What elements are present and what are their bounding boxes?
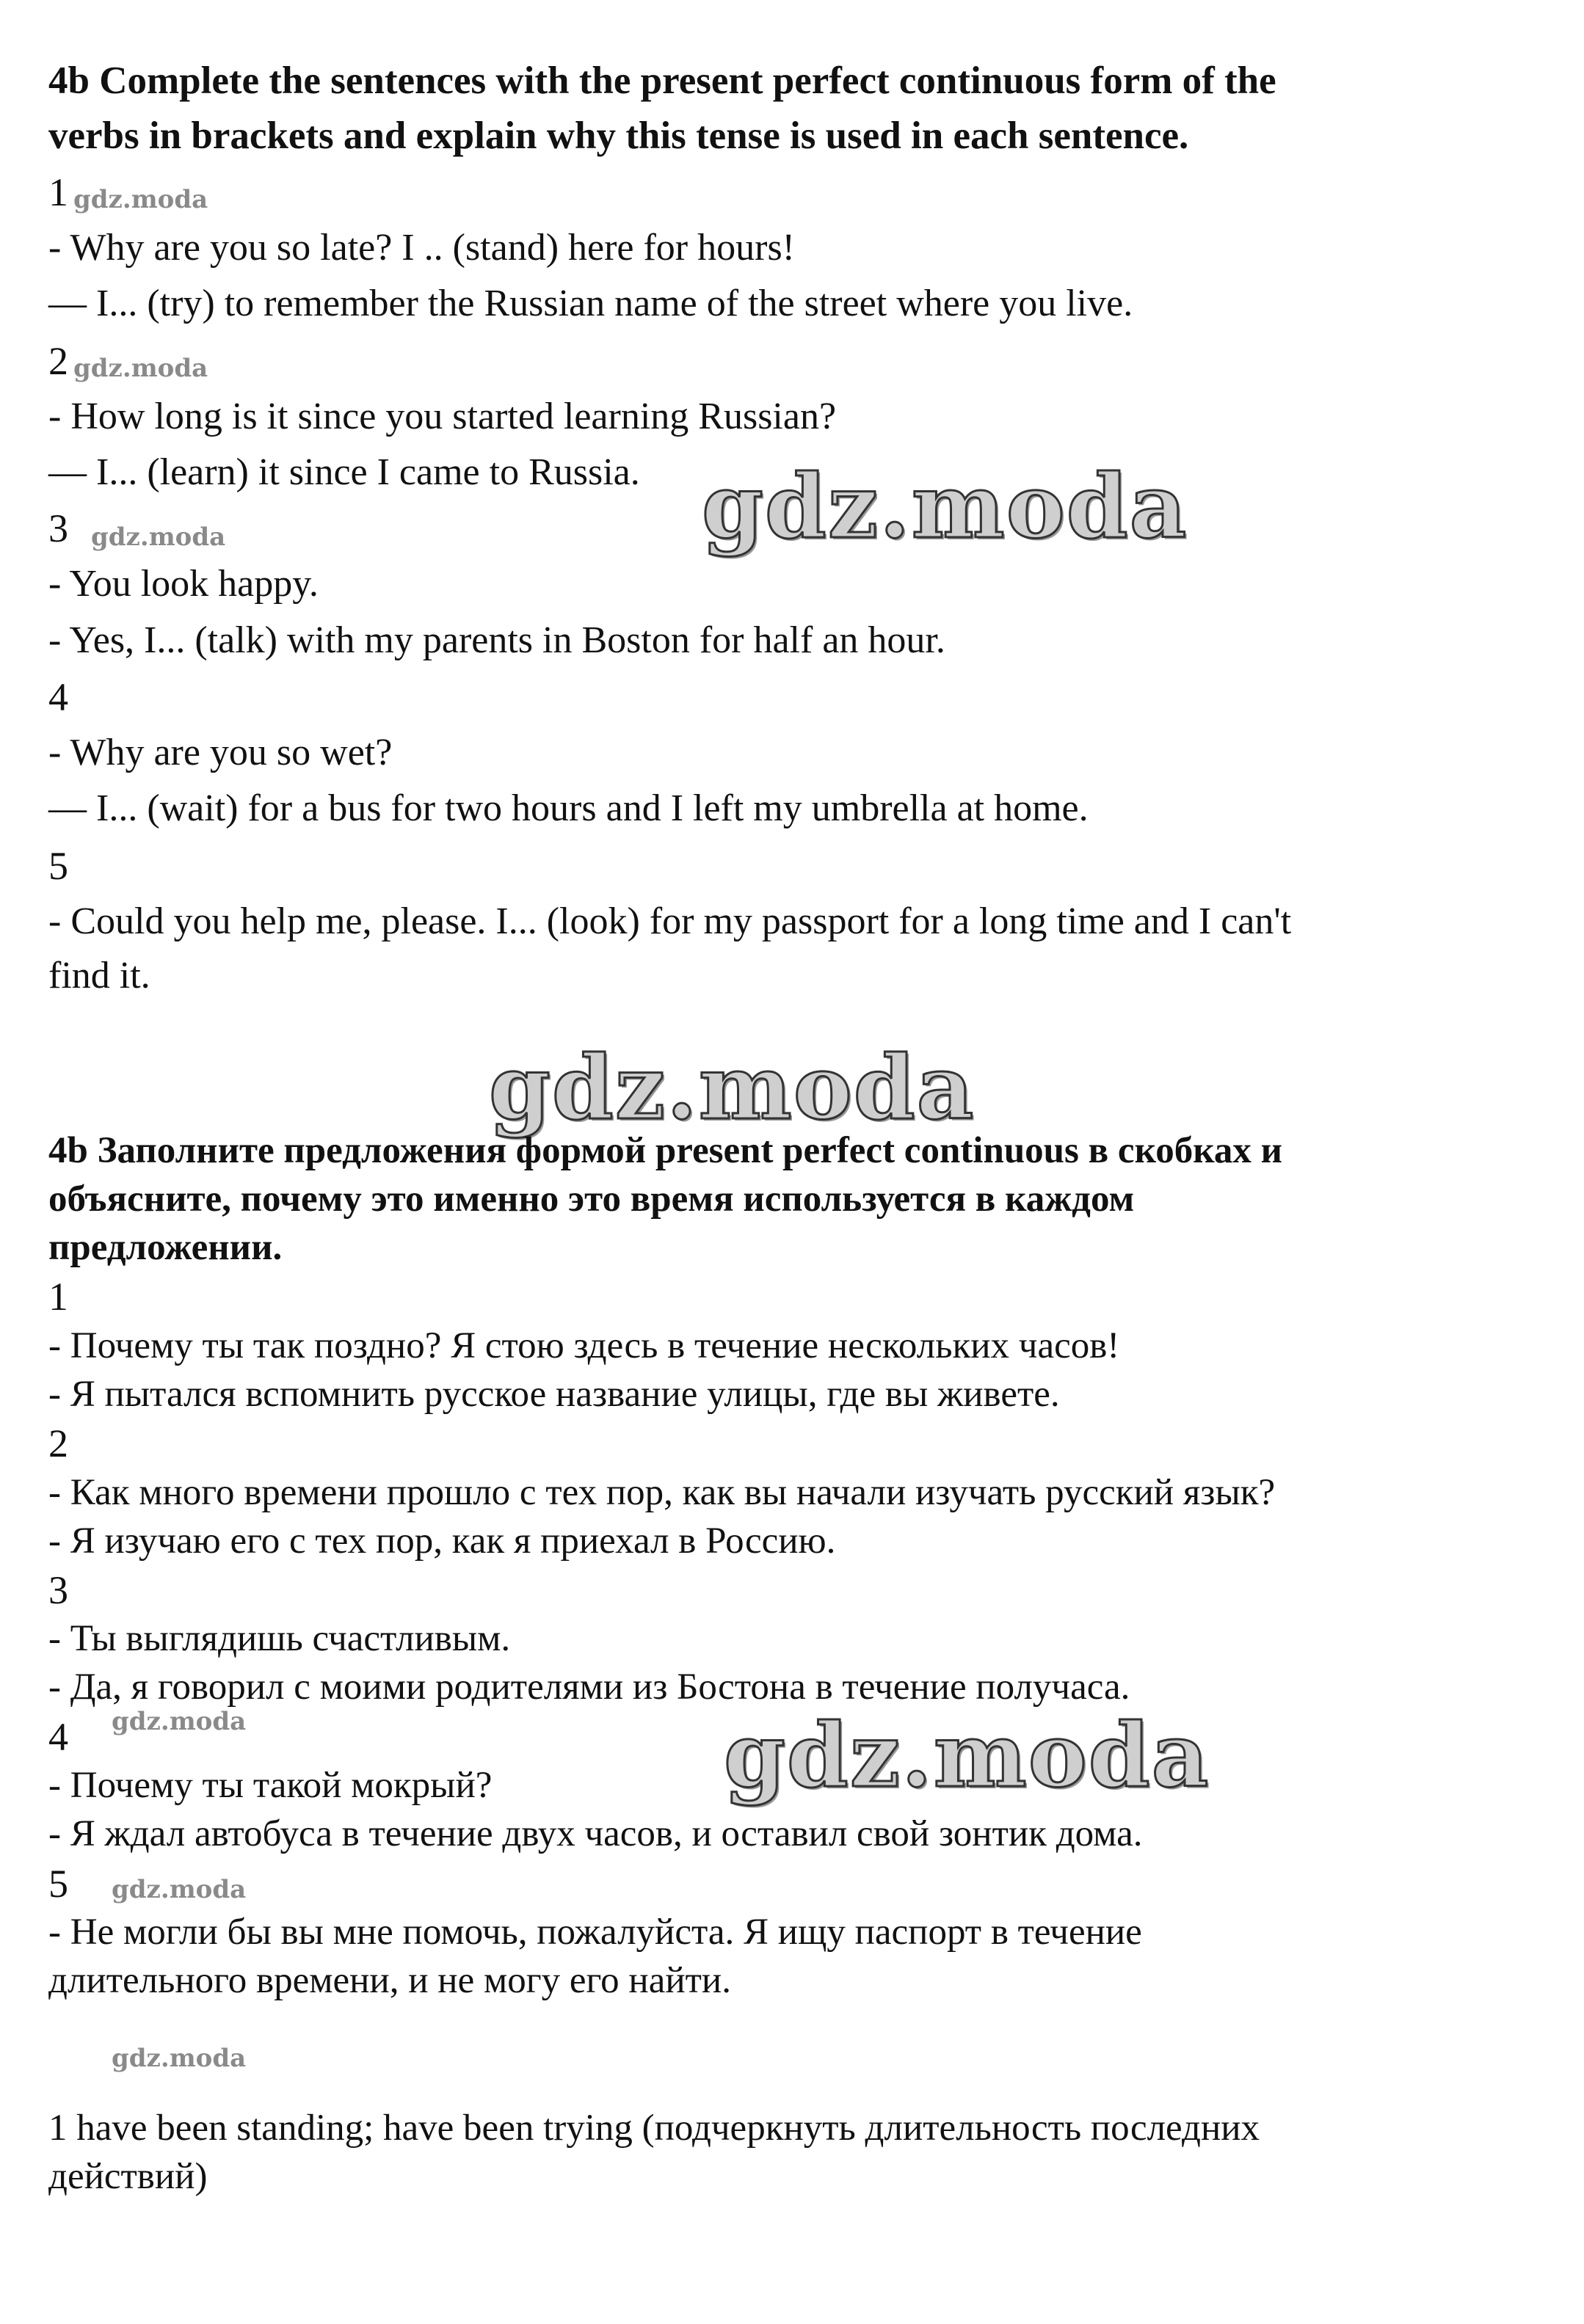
english-item-number: 3 xyxy=(48,506,68,550)
russian-item-line: - Почему ты так поздно? Я стою здесь в течение нескольких часов! xyxy=(48,1325,1120,1366)
english-item-line: - How long is it since you started learning Russian? xyxy=(48,396,837,437)
answer-line-2: действий) xyxy=(48,2156,208,2197)
english-item-line: — I... (learn) it since I came to Russia. xyxy=(48,451,640,493)
watermark-small: gdz.moda xyxy=(91,522,226,552)
watermark-small: gdz.moda xyxy=(112,2044,247,2073)
english-item-line: - Why are you so late? I .. (stand) here for hours! xyxy=(48,227,795,269)
russian-item-line: - Я пытался вспомнить русское название улицы, где вы живете. xyxy=(48,1374,1060,1415)
russian-item-line: - Не могли бы вы мне помочь, пожалуйста. Я ищу паспорт в течение xyxy=(48,1912,1142,1953)
watermark-small: gdz.moda xyxy=(73,185,208,214)
english-item-line: - You look happy. xyxy=(48,563,319,605)
english-heading-line-1: 4b Complete the sentences with the present perfect continuous form of the xyxy=(48,59,1276,102)
english-item-line: — I... (try) to remember the Russian name of the street where you live. xyxy=(48,283,1133,324)
english-item-line: — I... (wait) for a bus for two hours and I left my umbrella at home. xyxy=(48,787,1089,829)
russian-item-number: 4 xyxy=(48,1715,68,1759)
english-item-line: - Yes, I... (talk) with my parents in Boston for half an hour. xyxy=(48,619,945,661)
russian-item-line: - Да, я говорил с моими родителями из Бостона в течение получаса. xyxy=(48,1666,1130,1708)
russian-item-line: - Ты выглядишь счастливым. xyxy=(48,1618,511,1659)
watermark-small: gdz.moda xyxy=(112,1875,247,1904)
russian-heading-line-1: 4b Заполните предложения формой present perfect continuous в скобках и xyxy=(48,1130,1283,1171)
russian-item-number: 5 xyxy=(48,1862,68,1906)
russian-item-line: длительного времени, и не могу его найти. xyxy=(48,1960,731,2001)
english-item-number: 4 xyxy=(48,675,68,719)
english-item-line: find it. xyxy=(48,955,150,997)
watermark-small: gdz.moda xyxy=(112,1707,247,1736)
russian-item-number: 2 xyxy=(48,1421,68,1465)
watermark-small: gdz.moda xyxy=(73,354,208,383)
english-heading-line-2: verbs in brackets and explain why this tense is used in each sentence. xyxy=(48,114,1189,157)
russian-item-line: - Почему ты такой мокрый? xyxy=(48,1765,493,1806)
watermark-large: gdz.moda xyxy=(702,455,1188,558)
russian-item-line: - Я ждал автобуса в течение двух часов, и оставил свой зонтик дома. xyxy=(48,1813,1143,1854)
watermark-large: gdz.moda xyxy=(724,1704,1210,1807)
russian-item-number: 1 xyxy=(48,1275,68,1319)
answer-line-1: 1 have been standing; have been trying (подчеркнуть длительность последних xyxy=(48,2108,1260,2149)
russian-item-line: - Я изучаю его с тех пор, как я приехал в Россию. xyxy=(48,1520,836,1562)
russian-heading-line-2: объясните, почему это именно это время используется в каждом xyxy=(48,1179,1135,1220)
russian-heading-line-3: предложении. xyxy=(48,1227,283,1268)
english-item-number: 1 xyxy=(48,170,68,214)
russian-item-line: - Как много времени прошло с тех пор, как вы начали изучать русский язык? xyxy=(48,1472,1276,1513)
english-item-line: - Why are you so wet? xyxy=(48,732,393,773)
english-item-number: 5 xyxy=(48,844,68,888)
russian-item-number: 3 xyxy=(48,1568,68,1612)
english-item-line: - Could you help me, please. I... (look) for my passport for a long time and I can't xyxy=(48,900,1292,942)
watermark-large: gdz.moda xyxy=(489,1036,976,1140)
english-item-number: 2 xyxy=(48,339,68,383)
